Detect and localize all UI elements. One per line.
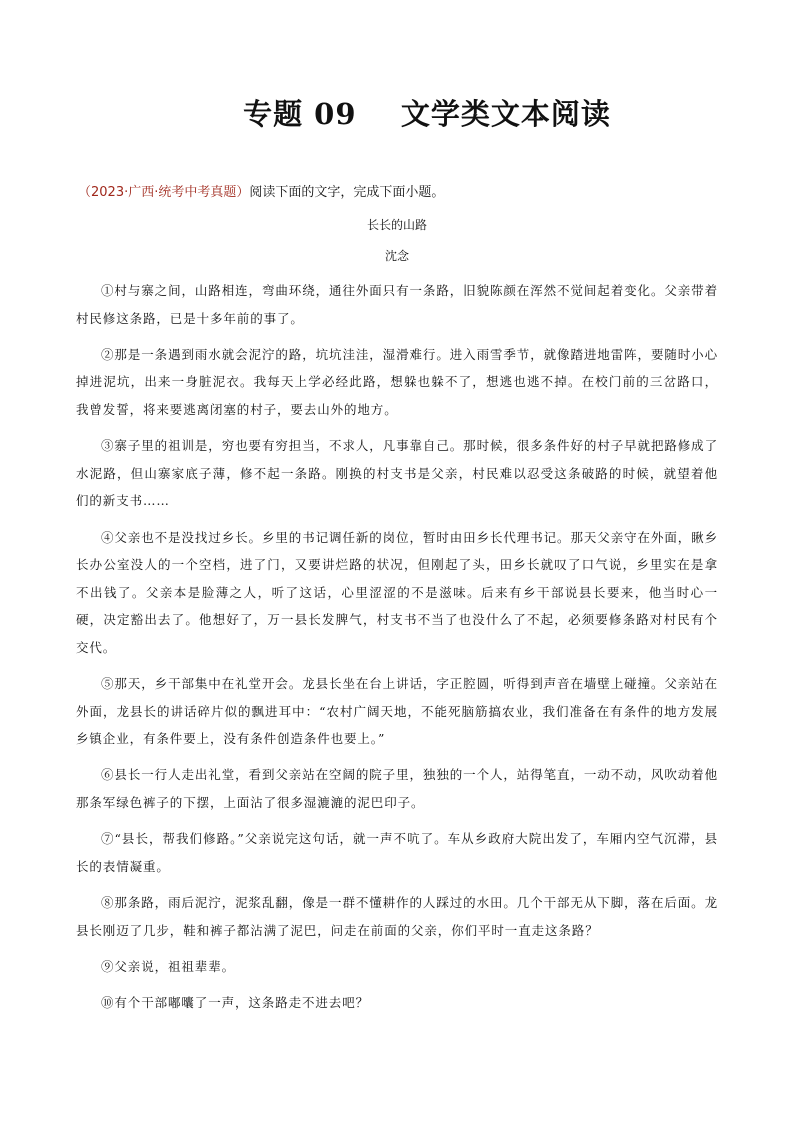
paragraph-9: ⑨父亲说，祖祖辈辈。 [101,958,236,974]
question-intro [78,183,718,203]
paragraph-8: ⑧那条路，雨后泥泞，泥浆乱翻，像是一群不懂耕作的人踩过的水田。几个干部无从下脚，落在后面。龙县长刚迈了几步，鞋和裤子都沾满了泥巴，问走在前面的父亲，你们平时一直走这条路？ [76,895,718,938]
article-author: 沈念 [384,249,409,263]
paragraph-1: ①村与寨之间，山路相连，弯曲环绕，通往外面只有一条路，旧貌陈颜在浑然不觉间起着变化。父亲带着村民修这条路，已是十多年前的事了。 [76,283,718,326]
paragraph-3: ③寨子里的祖训是，穷也要有穷担当，不求人，凡事靠自己。那时候，很多条件好的村子早就把路修成了水泥路，但山寨家底子薄，修不起一条路。刚换的村支书是父亲，村民难以忍受这条破路的时候，就望着他们的新支书…… [76,438,718,509]
article-body [76,277,718,1025]
page-title: 专题 09 文学类文本阅读 [243,97,611,131]
paragraph-6: ⑥县长一行人走出礼堂，看到父亲站在空阔的院子里，独独的一个人，站得笔直，一动不动，风吹动着他那条军绿色裤子的下摆，上面沾了很多湿漉漉的泥巴印子。 [76,767,718,811]
instruction-text: 阅读下面的文字，完成下面小题。 [249,185,445,200]
paragraph-4: ④父亲也不是没找过乡长。乡里的书记调任新的岗位，暂时由田乡长代理书记。那天父亲守在外面，瞅乡长办公室没人的一个空档，进了门，又要讲烂路的状况，但刚起了头，田乡长就叹了口气说，乡里实在是拿不出钱了。父亲本是脸薄之人，听了这话，心里涩涩的不是滋味。后来有乡干部说县长要来，他当时心一硬，决定豁出去了。他想好了，万一县长发脾气，村支书不当了也没什么了不起，必须要修条路对村民有个交代。 [76,529,718,655]
paragraph-2: ②那是一条遇到雨水就会泥泞的路，坑坑洼洼，湿滑难行。进入雨雪季节，就像踏进地雷阵，要随时小心掉进泥坑，出来一身脏泥衣。我每天上学必经此路，想躲也躲不了，想逃也逃不掉。在校门前的三岔路口，我曾发誓，将来要逃离闭塞的村子，要去山外的地方。 [76,346,718,417]
exam-source: （2023·广西·统考中考真题） [78,185,250,200]
paragraph-7: ⑦“县长，帮我们修路。”父亲说完这句话，就一声不吭了。车从乡政府大院出发了，车厢内空气沉滞，县长的表情凝重。 [76,831,718,874]
paragraph-10: ⑩有个干部嘟囔了一声，这条路走不进去吧？ [101,995,370,1010]
article-title: 长长的山路 [366,218,427,232]
paragraph-5: ⑤那天，乡干部集中在礼堂开会。龙县长坐在台上讲话，字正腔圆，听得到声音在墙壁上碰撞。父亲站在外面，龙县长的讲话碎片似的飘进耳中：“农村广阔天地，不能死脑筋搞农业，我们准备在有条件的地方发展乡镇企业，有条件要上，没有条件创造条件也要上。” [76,676,718,747]
